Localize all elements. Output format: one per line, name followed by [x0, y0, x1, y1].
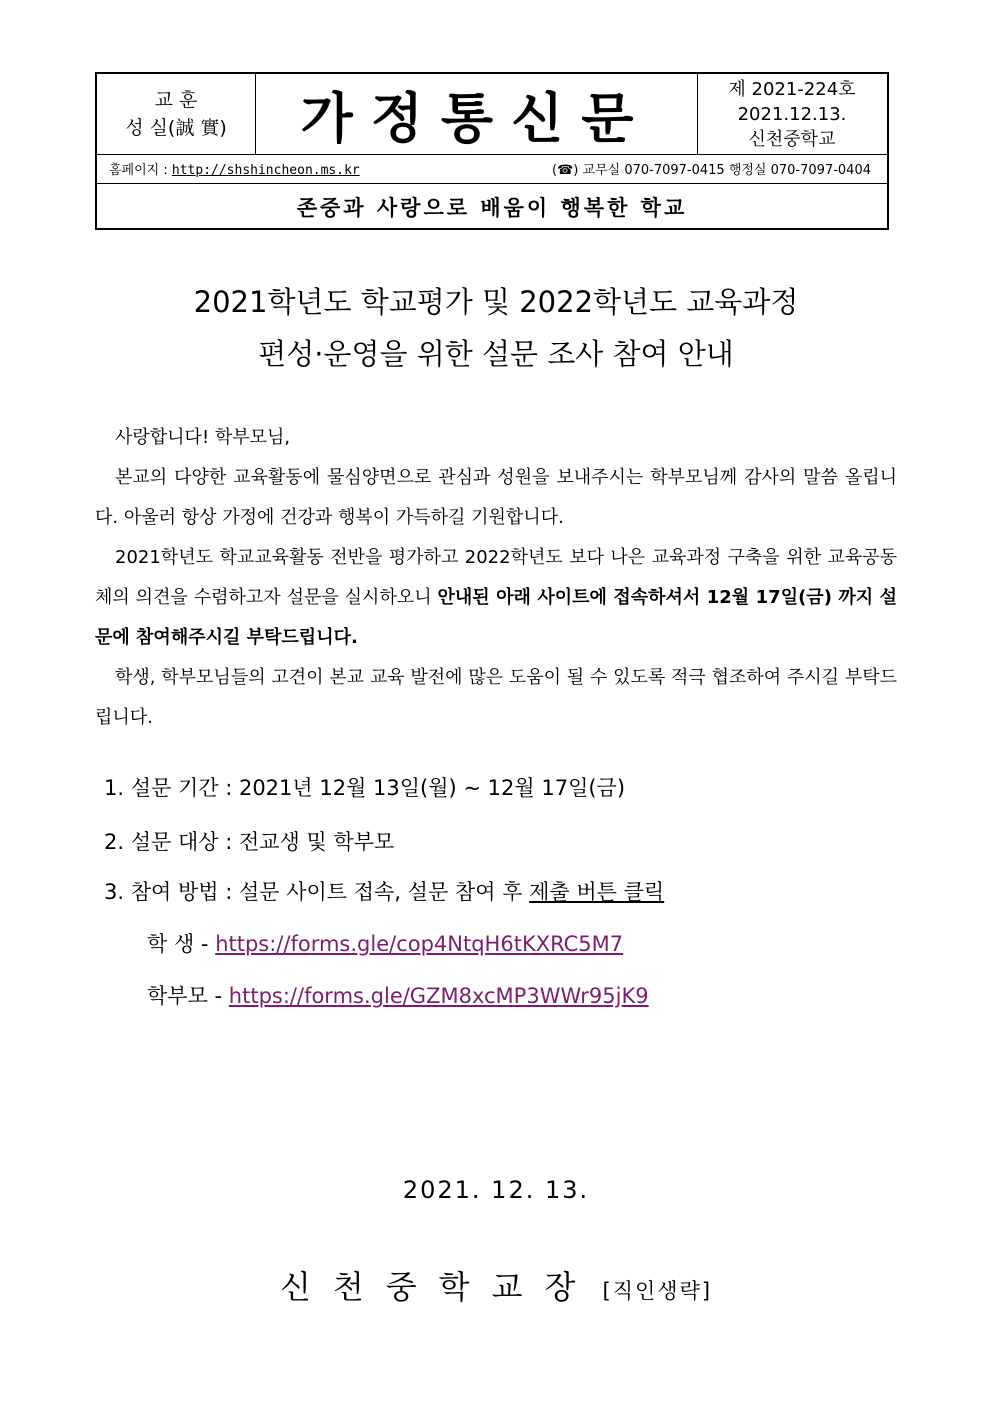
- school-name: 신천중학교: [748, 128, 836, 150]
- survey-target: 2. 설문 대상 : 전교생 및 학부모: [104, 830, 395, 854]
- issue-number: 제 2021-224호: [728, 78, 856, 100]
- student-survey-link[interactable]: https://forms.gle/cop4NtqH6tKXRC5M7: [215, 932, 624, 956]
- phone-contacts: (☎) 교무실 070-7097-0415 행정실 070-7097-0404: [552, 163, 871, 178]
- parent-label: 학부모 -: [147, 984, 229, 1008]
- homepage: [109, 159, 360, 178]
- title-line-2: 편성·운영을 위한 설문 조사 참여 안내: [258, 337, 734, 371]
- survey-period: 1. 설문 기간 : 2021년 12월 13일(월) ~ 12월 17일(금): [104, 776, 626, 800]
- student-label: 학 생 -: [147, 932, 216, 956]
- student-link-row: [147, 928, 623, 958]
- signer-name: 신천중학교장: [279, 1268, 598, 1306]
- parent-survey-link[interactable]: https://forms.gle/GZM8xcMP3WWr95jK9: [228, 984, 649, 1008]
- paragraph-thanks: 본교의 다양한 교육활동에 물심양면으로 관심과 성원을 보내주시는 학부모님께 감사의 말씀 올립니다. 아울러 항상 가정에 건강과 행복이 가득하길 기원합니다.: [95, 467, 897, 528]
- masthead-title: 가정통신문: [255, 74, 698, 154]
- document-title: [0, 276, 992, 380]
- issue-info: [697, 74, 887, 154]
- contact-row: [97, 154, 887, 184]
- signature-line: [0, 1262, 992, 1308]
- survey-text: 2021학년도 학교교육활동 전반을 평가하고 2022학년도 보다 나은 교육과정 구축을 위한 교육공동체의 의견을 수렴하고자 설문을 실시하오니: [95, 547, 897, 608]
- homepage-label: 홈페이지 :: [109, 163, 168, 178]
- motto-value: 성 실(誠 實): [125, 117, 227, 139]
- letter-body: [95, 418, 897, 738]
- header-top-row: [97, 74, 887, 155]
- survey-request-bold: 안내된 아래 사이트에 접속하셔서 12월 17일(금) 까지 설문에 참여해주시길 부탁드립니다.: [95, 587, 897, 648]
- paragraph-closing: 학생, 학부모님들의 고견이 본교 교육 발전에 많은 도움이 될 수 있도록 적극 협조하여 주시길 부탁드립니다.: [95, 667, 897, 728]
- submit-instruction: 제출 버튼 클릭: [529, 880, 665, 904]
- motto-label: 교 훈: [154, 89, 198, 111]
- letter-header: [95, 72, 889, 230]
- homepage-link[interactable]: http://shshincheon.ms.kr: [171, 163, 360, 178]
- paragraph-survey: [95, 538, 897, 658]
- footer-date: 2021. 12. 13.: [402, 1176, 590, 1204]
- method-text: 3. 참여 방법 : 설문 사이트 접속, 설문 참여 후: [104, 880, 530, 904]
- parent-link-row: [147, 980, 649, 1010]
- greeting: 사랑합니다! 학부모님,: [115, 427, 291, 448]
- school-slogan: 존중과 사랑으로 배움이 행복한 학교: [296, 195, 688, 220]
- title-line-1: 2021학년도 학교평가 및 2022학년도 교육과정: [193, 285, 799, 319]
- issue-date: 2021.12.13.: [737, 103, 847, 125]
- survey-method: [104, 876, 664, 906]
- seal-note: [직인생략]: [602, 1279, 713, 1303]
- school-motto: [97, 74, 256, 154]
